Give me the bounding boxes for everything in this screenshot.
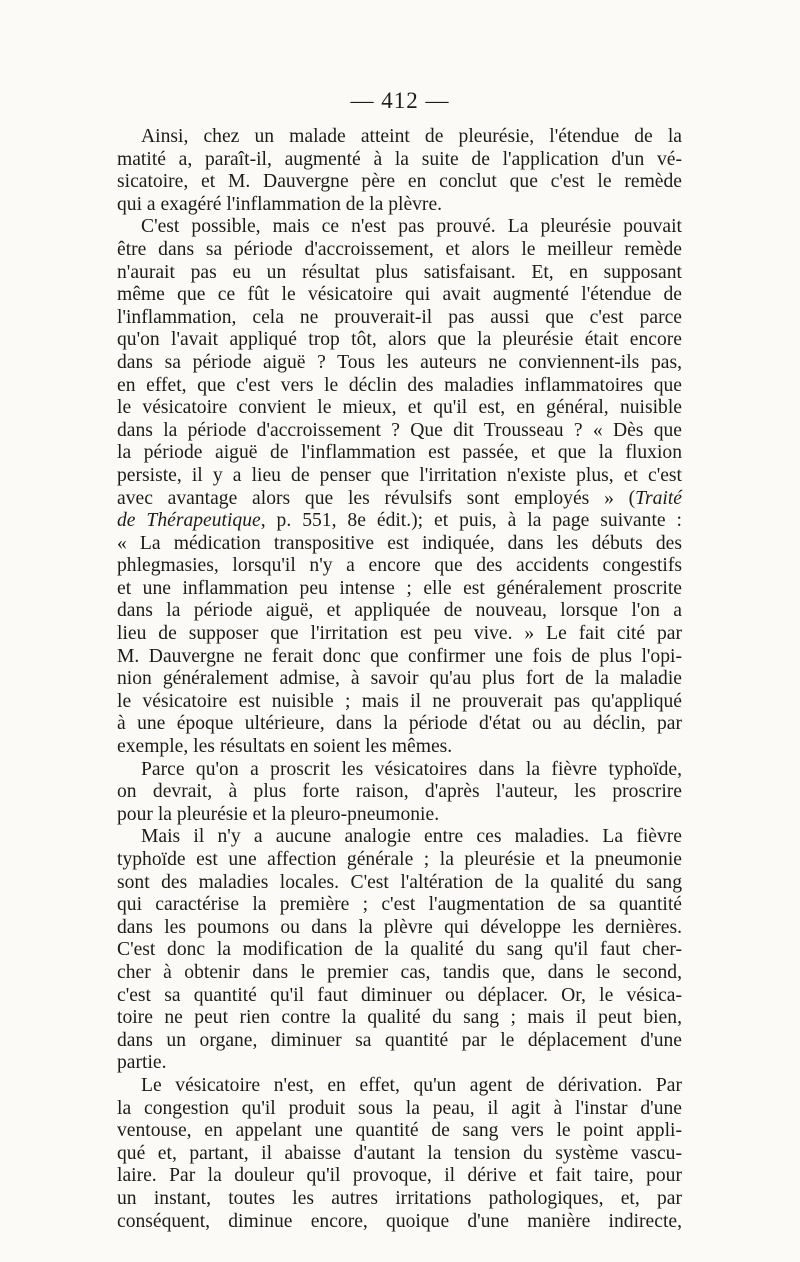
text-line: dans la période aiguë, et appliquée de nouveau, lorsque l'on a [117, 600, 682, 622]
text-line: de Thérapeutique, p. 551, 8e édit.); et puis, à la page suivante : [117, 510, 682, 532]
text-line: sont des maladies locales. C'est l'altération de la qualité du sang [117, 871, 682, 893]
text-line: conséquent, diminue encore, quoique d'une manière indirecte, [117, 1210, 682, 1232]
text-line: un instant, toutes les autres irritations pathologiques, et, par [117, 1187, 682, 1209]
text-line: même que ce fût le vésicatoire qui avait augmenté l'étendue de [117, 284, 682, 306]
body-text [117, 126, 682, 1233]
text-line: la congestion qu'il produit sous la peau, il agit à l'instar d'une [117, 1097, 682, 1119]
text-line: typhoïde est une affection générale ; la pleurésie et la pneumonie [117, 849, 682, 870]
text-line: phlegmasies, lorsqu'il n'y a encore que des accidents congestifs [117, 555, 682, 577]
text-line: le vésicatoire est nuisible ; mais il ne prouverait pas qu'appliqué [117, 690, 682, 712]
text-line: toire ne peut rien contre la qualité du sang ; mais il peut bien, [117, 1007, 682, 1029]
text-line: dans sa période aiguë ? Tous les auteurs ne conviennent-ils pas, [117, 351, 682, 373]
text-line: dans les poumons ou dans la plèvre qui développe les dernières. [117, 916, 682, 938]
text-line: partie. [117, 1052, 167, 1074]
text-line: ventouse, en appelant une quantité de sang vers le point appli- [117, 1120, 682, 1142]
text-line: qué et, partant, il abaisse d'autant la tension du système vascu- [117, 1142, 682, 1164]
text-line: on devrait, à plus forte raison, d'après l'auteur, les proscrire [117, 781, 682, 803]
text-line: C'est possible, mais ce n'est pas prouvé. La pleurésie pouvait [141, 216, 682, 238]
text-line: M. Dauvergne ne ferait donc que confirmer une fois de plus l'opi- [117, 645, 682, 667]
text-line: qui caractérise la première ; c'est l'augmentation de sa quantité [117, 894, 682, 916]
page-number: — 412 — [350, 88, 450, 113]
text-line: être dans sa période d'accroissement, et alors le meilleur remède [117, 238, 682, 260]
text-line: pour la pleurésie et la pleuro-pneumonie. [117, 803, 440, 825]
text-line: avec avantage alors que les révulsifs sont employés » (Traité [117, 487, 682, 509]
text-line: persiste, il y a lieu de penser que l'irritation n'existe plus, et c'est [117, 464, 682, 486]
text-line: C'est donc la modification de la qualité du sang qu'il faut cher- [117, 939, 682, 961]
text-line: laire. Par la douleur qu'il provoque, il dérive et fait taire, pour [117, 1165, 682, 1187]
text-line: lieu de supposer que l'irritation est peu vive. » Le fait cité par [117, 623, 682, 645]
text-line: cher à obtenir dans le premier cas, tandis que, dans le second, [117, 961, 682, 983]
text-line: c'est sa quantité qu'il faut diminuer ou déplacer. Or, le vésica- [117, 984, 682, 1006]
text-line: et une inflammation peu intense ; elle est généralement proscrite [117, 577, 682, 599]
text-line: l'inflammation, cela ne prouverait-il pas aussi que c'est parce [117, 306, 682, 328]
text-line: dans la période d'accroissement ? Que dit Trousseau ? « Dès que [117, 419, 682, 441]
text-line: en effet, que c'est vers le déclin des maladies inflammatoires que [117, 374, 682, 396]
text-line: la période aiguë de l'inflammation est passée, et que la fluxion [117, 442, 682, 464]
text-line: Parce qu'on a proscrit les vésicatoires dans la fièvre typhoïde, [141, 758, 682, 780]
text-line: qu'on l'avait appliqué trop tôt, alors que la pleurésie était encore [117, 329, 682, 351]
text-line: nion généralement admise, à savoir qu'au plus fort de la maladie [117, 668, 682, 690]
text-line: Le vésicatoire n'est, en effet, qu'un agent de dérivation. Par [141, 1074, 682, 1096]
text-line: matité a, paraît-il, augmenté à la suite de l'application d'un vé- [117, 148, 682, 170]
text-line: exemple, les résultats en soient les mêmes. [117, 736, 453, 758]
text-line: Ainsi, chez un malade atteint de pleurésie, l'étendue de la [141, 126, 682, 147]
text-line: sicatoire, et M. Dauvergne père en conclut que c'est le remède [117, 171, 682, 193]
text-line: n'aurait pas eu un résultat plus satisfaisant. Et, en supposant [117, 261, 682, 283]
text-line: à une époque ultérieure, dans la période d'état ou au déclin, par [117, 713, 682, 735]
text-line: le vésicatoire convient le mieux, et qu'il est, en général, nuisible [117, 397, 682, 419]
text-line: qui a exagéré l'inflammation de la plèvre. [117, 193, 443, 215]
text-line: dans un organe, diminuer sa quantité par le déplacement d'une [117, 1029, 682, 1051]
text-line: Mais il n'y a aucune analogie entre ces maladies. La fièvre [141, 826, 682, 848]
text-line: « La médication transpositive est indiquée, dans les débuts des [117, 532, 682, 554]
